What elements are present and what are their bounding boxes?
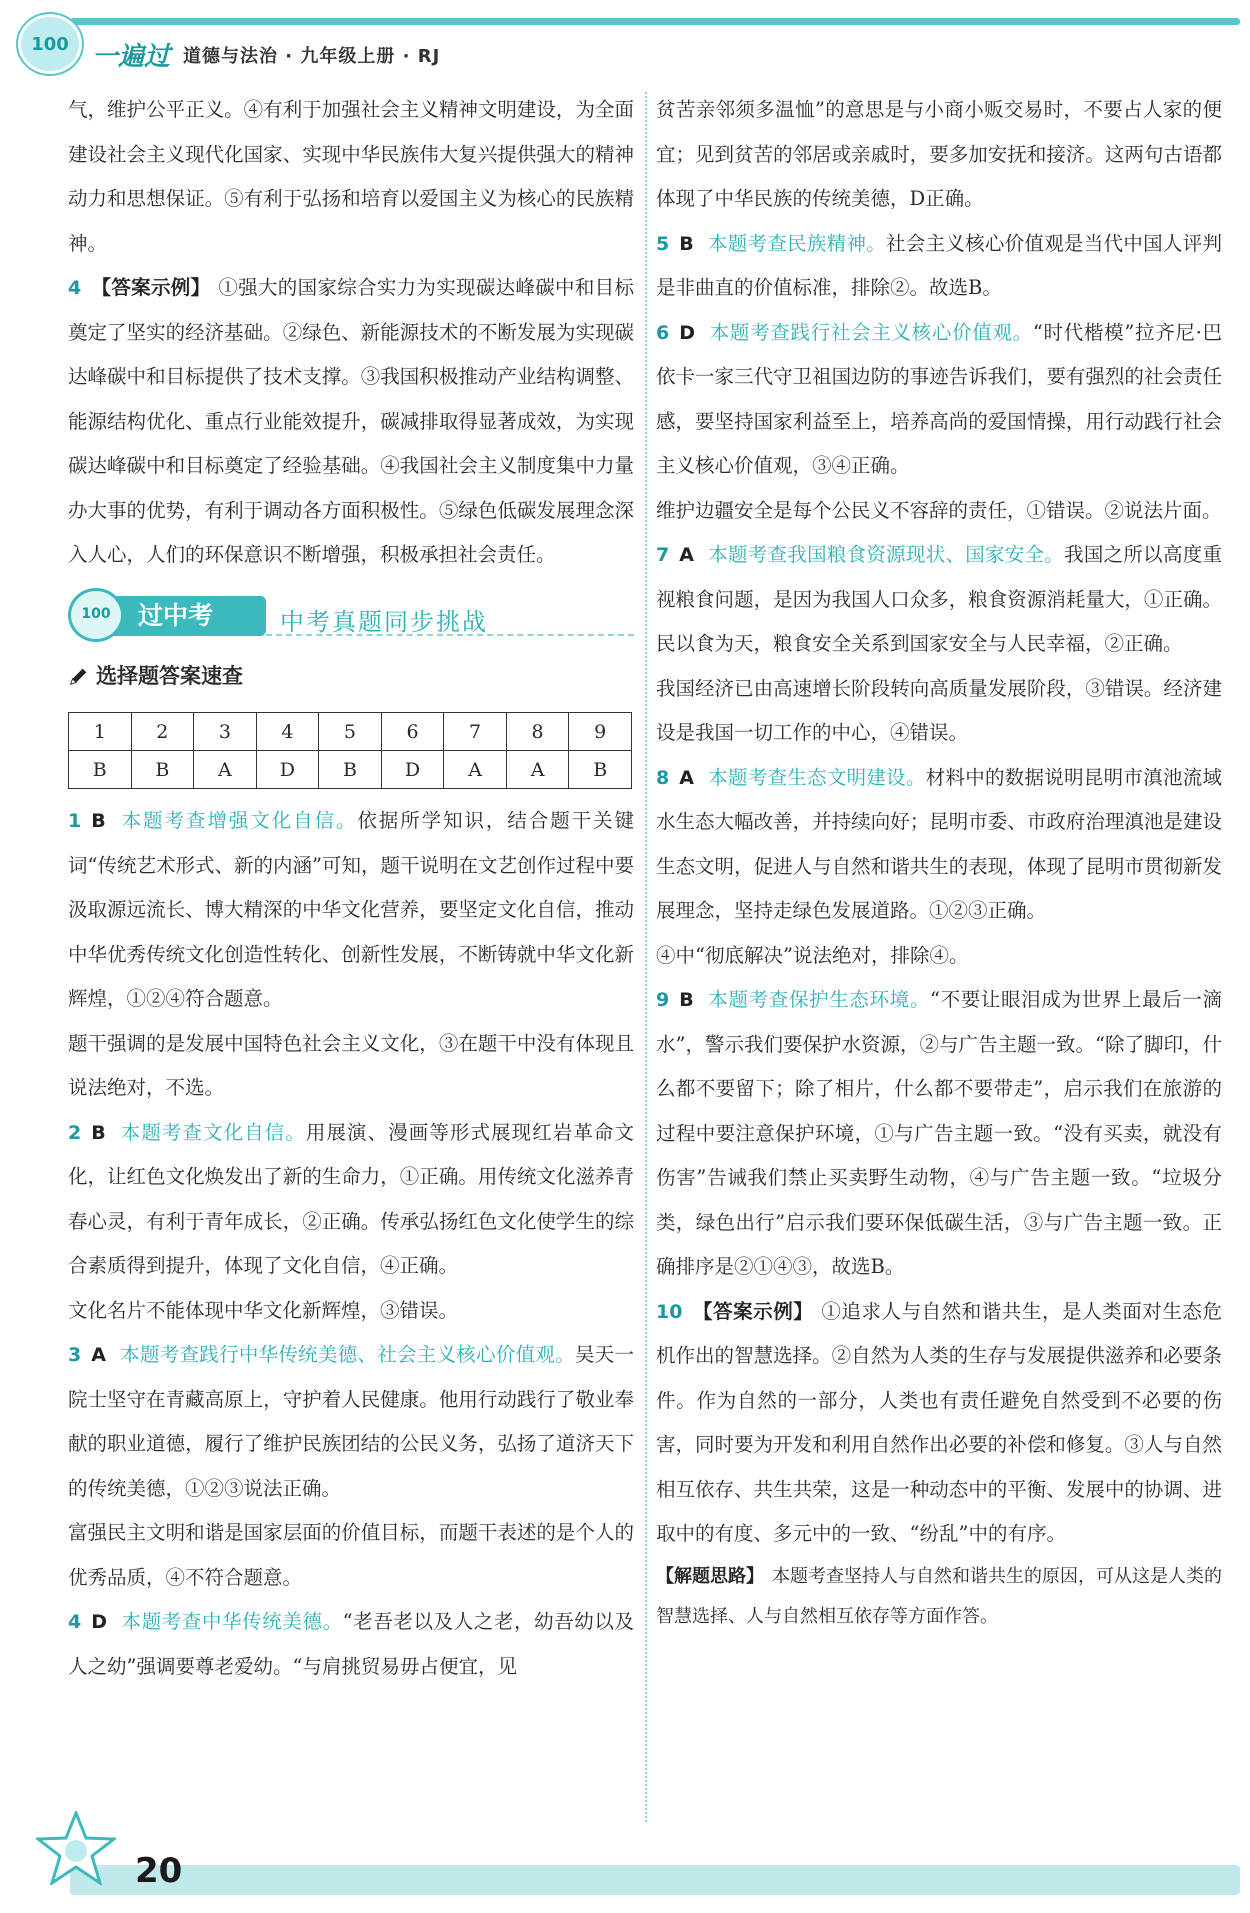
explanation-9 bbox=[656, 978, 1222, 1290]
question-number: 1 bbox=[68, 810, 82, 832]
brand-name: 一遍过 bbox=[92, 42, 171, 72]
table-cell: 9 bbox=[569, 713, 632, 751]
quick-check-title bbox=[68, 654, 634, 699]
mascot-icon: 100 bbox=[68, 588, 124, 642]
book-title: 道德与法治 · 九年级上册 · RJ bbox=[183, 46, 441, 67]
answer-letter: A bbox=[91, 1344, 106, 1366]
topic-hint: 本题考查文化自信。 bbox=[119, 1120, 306, 1144]
explanation-text: 吴天一院士坚守在青藏高原上，守护着人民健康。他用行动践行了敬业奉献的职业道德，履行了维护民族团结的公民义务，弘扬了道济天下的传统美德，①②③说法正确。 bbox=[68, 1343, 634, 1500]
explanation-text: 依据所学知识，结合题干关键词“传统艺术形式、新的内涵”可知，题干说明在文艺创作过程中要汲取源远流长、博大精深的中华文化营养，要坚定文化自信，推动中华优秀传统文化创造性转化、创新性发展，不断铸就中华文化新辉煌，①②④符合题意。 bbox=[68, 809, 634, 1010]
question-number: 8 bbox=[656, 766, 670, 789]
section-header bbox=[68, 588, 634, 646]
question-number: 4 bbox=[68, 1611, 82, 1633]
page-footer bbox=[0, 1803, 1250, 1913]
star-mascot-icon bbox=[36, 1811, 116, 1885]
brand-logo bbox=[18, 14, 82, 74]
table-cell: 1 bbox=[69, 713, 132, 751]
answer-letter: B bbox=[679, 232, 694, 255]
explanation-4 bbox=[68, 1600, 634, 1689]
answer-tag: 【答案示例】 bbox=[91, 276, 211, 299]
answer-letter: A bbox=[679, 766, 694, 789]
question-number: 3 bbox=[68, 1344, 82, 1366]
topic-hint: 本题考查中华传统美德。 bbox=[121, 1610, 343, 1633]
explanation-text: 材料中的数据说明昆明市滇池流域水生态大幅改善，并持续向好；昆明市委、市政府治理滇池是建设生态文明，促进人与自然和谐共生的表现，体现了昆明市贯彻新发展理念，坚持走绿色发展道路。①②③正确。 bbox=[656, 765, 1222, 922]
solution-text: 本题考查坚持人与自然和谐共生的原因，可从这是人类的智慧选择、人与自然相互依存等方面作答。 bbox=[656, 1565, 1222, 1627]
explanation-text: 维护边疆安全是每个公民义不容辞的责任，①错误。②说法片面。 bbox=[656, 498, 1222, 522]
explanation-6 bbox=[656, 311, 1222, 489]
table-cell: A bbox=[444, 751, 507, 789]
explanation-text: 用展演、漫画等形式展现红岩革命文化，让红色文化焕发出了新的生命力，①正确。用传统文化滋养青春心灵，有利于青年成长，②正确。传承弘扬红色文化使学生的综合素质得到提升，体现了文化自信，④正确。 bbox=[68, 1120, 634, 1277]
table-cell: 5 bbox=[319, 713, 382, 751]
answer-10-example bbox=[656, 1290, 1222, 1557]
table-cell: 3 bbox=[194, 713, 257, 751]
answer-text: ①强大的国家综合实力为实现碳达峰碳中和目标奠定了坚实的经济基础。②绿色、新能源技术的不断发展为实现碳达峰碳中和目标提供了技术支撑。③我国积极推动产业结构调整、能源结构优化、重点行业能效提升，碳减排取得显著成效，为实现碳达峰碳中和目标奠定了经验基础。④我国社会主义制度集中力量办大事的优势，有利于调动各方面积极性。⑤绿色低碳发展理念深入人心，人们的环保意识不断增强，积极承担社会责任。 bbox=[68, 276, 634, 566]
answer-4-example bbox=[68, 266, 634, 578]
solution-tag: 【解题思路】 bbox=[656, 1565, 764, 1587]
question-number: 6 bbox=[656, 321, 670, 344]
column-divider bbox=[645, 92, 647, 1822]
right-column bbox=[656, 88, 1222, 1637]
explanation-text: “时代楷模”拉齐尼·巴依卡一家三代守卫祖国边防的事迹告诉我们，要有强烈的社会责任感，要坚持国家利益至上，培养高尚的爱国情操，用行动践行社会主义核心价值观，③④正确。 bbox=[656, 320, 1222, 477]
answer-letter: B bbox=[91, 810, 106, 832]
table-cell: B bbox=[569, 751, 632, 789]
question-number: 7 bbox=[656, 544, 670, 566]
table-row-numbers bbox=[69, 713, 632, 751]
explanation-text: “不要让眼泪成为世界上最后一滴水”，警示我们要保护水资源，②与广告主题一致。“除了脚印，什么都不要留下；除了相片，什么都不要带走”，启示我们在旅游的过程中要注意保护环境，①与广告主题一致。“没有买卖，就没有伤害”告诫我们禁止买卖野生动物，④与广告主题一致。“垃圾分类，绿色出行”启示我们要环保低碳生活，③与广告主题一致。正确排序是②①④③，故选B。 bbox=[656, 988, 1222, 1278]
topic-hint: 本题考查保护生态环境。 bbox=[707, 988, 930, 1011]
explanation-text: 文化名片不能体现中华文化新辉煌，③错误。 bbox=[68, 1298, 459, 1322]
section-underline bbox=[266, 634, 634, 636]
paragraph: 气，维护公平正义。④有利于加强社会主义精神文明建设，为全面建设社会主义现代化国家、实现中华民族伟大复兴提供强大的精神动力和思想保证。⑤有利于弘扬和培育以爱国主义为核心的民族精神。 bbox=[68, 98, 634, 255]
solution-idea bbox=[656, 1557, 1222, 1637]
explanation-2 bbox=[68, 1111, 634, 1289]
table-row-answers bbox=[69, 751, 632, 789]
topic-hint: 本题考查我国粮食资源现状、国家安全。 bbox=[707, 543, 1065, 566]
explanation-5 bbox=[656, 222, 1222, 311]
answer-letter: B bbox=[91, 1121, 106, 1144]
section-title: 过中考 bbox=[76, 596, 266, 636]
answer-letter: B bbox=[679, 989, 694, 1011]
header-bar bbox=[70, 18, 1240, 25]
question-number: 10 bbox=[656, 1300, 683, 1323]
explanation-8 bbox=[656, 756, 1222, 934]
answer-letter: A bbox=[679, 544, 694, 566]
topic-hint: 本题考查民族精神。 bbox=[707, 231, 887, 255]
paragraph: 贫苦亲邻须多温恤”的意思是与小商小贩交易时，不要占人家的便宜；见到贫苦的邻居或亲戚时，要多加安抚和接济。这两句古语都体现了中华民族的传统美德，D正确。 bbox=[656, 98, 1222, 210]
left-column bbox=[68, 88, 634, 1689]
explanation-7 bbox=[656, 533, 1222, 667]
answer-table bbox=[68, 712, 632, 789]
explanation-text: ④中“彻底解决”说法绝对，排除④。 bbox=[656, 943, 969, 967]
table-cell: B bbox=[69, 751, 132, 789]
question-number: 9 bbox=[656, 989, 670, 1011]
explanation-3 bbox=[68, 1333, 634, 1511]
table-cell: B bbox=[319, 751, 382, 789]
answer-letter: D bbox=[91, 1611, 108, 1633]
topic-hint: 本题考查增强文化自信。 bbox=[119, 809, 358, 832]
question-number: 5 bbox=[656, 232, 670, 255]
page-number: 20 bbox=[135, 1851, 183, 1891]
table-cell: 4 bbox=[256, 713, 319, 751]
pencil-icon bbox=[68, 665, 90, 687]
section-subtitle: 中考真题同步挑战 bbox=[280, 607, 488, 636]
table-cell: 8 bbox=[506, 713, 569, 751]
footer-band bbox=[70, 1865, 1240, 1895]
explanation-text: 我国之所以高度重视粮食问题，是因为我国人口众多，粮食资源消耗量大，①正确。民以食为天，粮食安全关系到国家安全与人民幸福，②正确。 bbox=[656, 543, 1222, 655]
explanation-1 bbox=[68, 799, 634, 1022]
page-header bbox=[0, 0, 1250, 80]
answer-text: ①追求人与自然和谐共生，是人类面对生态危机作出的智慧选择。②自然为人类的生存与发展提供滋养和必要条件。作为自然的一部分，人类也有责任避免自然受到不必要的伤害，同时要为开发和利用自然作出必要的补偿和修复。③人与自然相互依存、共生共荣，这是一种动态中的平衡、发展中的协调、进取中的有度、多元中的一致、“纷乱”中的有序。 bbox=[656, 1299, 1222, 1545]
answer-tag: 【答案示例】 bbox=[692, 1299, 814, 1323]
topic-hint: 本题考查生态文明建设。 bbox=[707, 765, 926, 789]
quick-check-label: 选择题答案速查 bbox=[96, 663, 243, 688]
logo-text: 100 bbox=[31, 33, 69, 55]
table-cell: 7 bbox=[444, 713, 507, 751]
table-cell: A bbox=[506, 751, 569, 789]
explanation-text: “老吾老以及人之老，幼吾幼以及人之幼”强调要尊老爱幼。“与肩挑贸易毋占便宜，见 bbox=[68, 1610, 634, 1678]
table-cell: 2 bbox=[131, 713, 194, 751]
explanation-text: 社会主义核心价值观是当代中国人评判是非曲直的价值标准，排除②。故选B。 bbox=[656, 231, 1222, 299]
table-cell: A bbox=[194, 751, 257, 789]
table-cell: B bbox=[131, 751, 194, 789]
table-cell: 6 bbox=[381, 713, 444, 751]
answer-letter: D bbox=[679, 321, 696, 344]
explanation-text: 富强民主文明和谐是国家层面的价值目标，而题干表述的是个人的优秀品质，④不符合题意。 bbox=[68, 1521, 634, 1589]
topic-hint: 本题考查践行社会主义核心价值观。 bbox=[709, 320, 1033, 344]
topic-hint: 本题考查践行中华传统美德、社会主义核心价值观。 bbox=[119, 1343, 575, 1366]
question-number: 4 bbox=[68, 277, 82, 299]
explanation-text: 我国经济已由高速增长阶段转向高质量发展阶段，③错误。经济建设是我国一切工作的中心，④错误。 bbox=[656, 676, 1222, 744]
explanation-text: 题干强调的是发展中国特色社会主义文化，③在题干中没有体现且说法绝对，不选。 bbox=[68, 1031, 634, 1099]
table-cell: D bbox=[381, 751, 444, 789]
question-number: 2 bbox=[68, 1121, 82, 1144]
table-cell: D bbox=[256, 751, 319, 789]
